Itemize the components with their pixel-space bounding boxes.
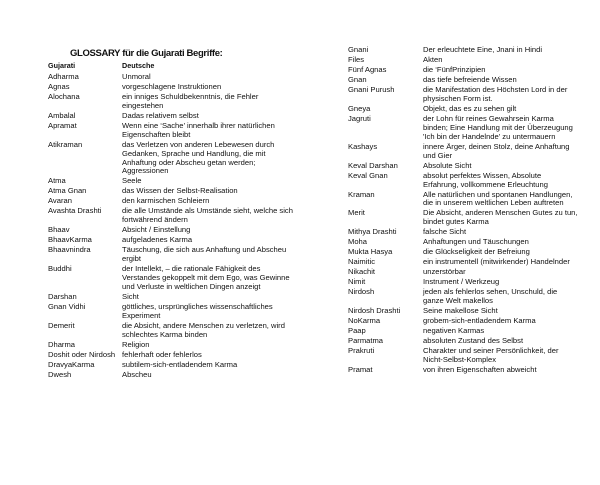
glossary-definition: das tiefe befreiende Wissen <box>423 75 517 84</box>
glossary-term: Bhaav <box>48 225 70 235</box>
glossary-term: Naimitic <box>348 257 376 267</box>
right-entry-list <box>348 46 578 375</box>
glossary-entry <box>48 236 298 245</box>
glossary-entry <box>48 93 298 111</box>
header-gujarati: Gujarati <box>48 61 76 70</box>
glossary-entry <box>48 351 298 360</box>
glossary-definition: Absicht / Einstellung <box>122 225 191 235</box>
glossary-entry <box>48 322 298 340</box>
glossary-term: Paap <box>348 326 366 336</box>
glossary-term: Avashta Drashti <box>48 206 102 216</box>
glossary-definition: Objekt, das es zu sehen gilt <box>423 103 517 113</box>
glossary-entry <box>48 303 298 321</box>
glossary-definition: die Glückseligkeit der Befreiung <box>423 247 530 257</box>
glossary-entry <box>348 105 578 114</box>
glossary-entry <box>348 307 578 316</box>
glossary-term: Merit <box>348 208 365 218</box>
glossary-term: Keval Gnan <box>348 170 388 180</box>
glossary-definition: der Lohn für reines Gewahrsein Karma binden; Eine Handlung mit der Überzeugung 'Ich bin der Handelnde' zu untermauern <box>423 113 573 141</box>
glossary-term: Agnas <box>48 81 70 91</box>
glossary-term: Demerit <box>48 320 75 330</box>
glossary-definition: das Wissen der Selbst-Realisation <box>122 186 238 196</box>
glossary-entry <box>348 337 578 346</box>
glossary-definition: fehlerhaft oder fehlerlos <box>122 349 202 359</box>
glossary-entry <box>48 112 298 121</box>
glossary-term: Dwesh <box>48 369 72 379</box>
glossary-definition: falsche Sicht <box>423 227 467 237</box>
glossary-definition: absoluten Zustand des Selbst <box>423 336 524 346</box>
glossary-entry <box>48 122 298 140</box>
glossary-entry <box>348 66 578 75</box>
glossary-definition: die Manifestation des Höchsten Lord in der physischen Form ist. <box>423 85 568 103</box>
glossary-term: Gnani Purush <box>348 85 395 94</box>
glossary-term: Gneya <box>348 103 371 113</box>
glossary-definition: vorgeschlagene Instruktionen <box>122 81 222 91</box>
glossary-term: Mukta Hasya <box>348 247 393 257</box>
glossary-left-column <box>48 62 298 381</box>
glossary-term: Dharma <box>48 339 76 349</box>
glossary-definition: Alle natürlichen und spontanen Handlungen, die in unserem weltlichen Leben auftreten <box>423 189 573 208</box>
glossary-entry <box>348 248 578 257</box>
glossary-entry <box>348 115 578 142</box>
glossary-entry <box>348 288 578 306</box>
glossary-term: Nikachit <box>348 267 376 277</box>
glossary-definition: grobem-sich-entladendem Karma <box>423 316 536 326</box>
glossary-entry <box>48 187 298 196</box>
glossary-entry <box>348 76 578 85</box>
glossary-term: Gnani <box>348 45 369 54</box>
glossary-entry <box>348 191 578 209</box>
glossary-term: Darshan <box>48 292 77 302</box>
glossary-entry <box>48 197 298 206</box>
glossary-definition: negativen Karmas <box>423 326 485 336</box>
glossary-entry <box>48 207 298 225</box>
glossary-definition: die ‘FünfPrinzipien <box>423 65 486 74</box>
glossary-term: Kashays <box>348 141 378 151</box>
glossary-entry <box>348 238 578 247</box>
glossary-entry <box>348 86 578 104</box>
glossary-term: Files <box>348 55 365 64</box>
glossary-definition: Der erleuchtete Eine, Jnani in Hindi <box>423 45 543 54</box>
glossary-entry <box>348 278 578 287</box>
glossary-term: Ambalal <box>48 110 76 120</box>
glossary-term: Keval Darshan <box>348 160 398 170</box>
glossary-term: Gnan Vidhi <box>48 302 86 312</box>
glossary-entry <box>48 341 298 350</box>
glossary-definition: Wenn eine ‘Sache’ innerhalb ihrer natürlichen Eigenschaften bleibt <box>122 120 275 139</box>
glossary-term: Adharma <box>48 71 79 81</box>
glossary-entry <box>348 317 578 326</box>
glossary-term: Avaran <box>48 196 72 206</box>
glossary-entry <box>348 172 578 190</box>
glossary-definition: jeden als fehlerlos sehen, Unschuld, die ganze Welt makellos <box>423 287 558 306</box>
glossary-entry <box>348 209 578 227</box>
glossary-entry <box>348 143 578 161</box>
glossary-entry <box>348 366 578 375</box>
glossary-definition: Unmoral <box>122 71 151 81</box>
header-deutsche: Deutsche <box>122 61 155 70</box>
glossary-entry <box>48 83 298 92</box>
glossary-term: Doshit oder Nirdosh <box>48 349 116 359</box>
glossary-definition: göttliches, ursprüngliches wissenschaftliches Experiment <box>122 302 273 320</box>
glossary-definition: Seele <box>122 176 142 186</box>
glossary-definition: Sicht <box>122 292 139 302</box>
glossary-term: Parmatma <box>348 336 384 346</box>
glossary-definition: innere Ärger, deinen Stolz, deine Anhaftung und Gier <box>423 141 570 160</box>
glossary-entry <box>348 258 578 267</box>
glossary-definition: aufgeladenes Karma <box>122 235 193 245</box>
glossary-term: Moha <box>348 237 367 247</box>
glossary-term: Prakruti <box>348 346 375 356</box>
glossary-entry <box>348 228 578 237</box>
glossary-definition: Anhaftungen und Täuschungen <box>423 237 529 247</box>
glossary-term: Atma <box>48 176 66 186</box>
glossary-entry <box>48 361 298 370</box>
glossary-definition: die Absicht, andere Menschen zu verletzen, wird schlechtes Karma binden <box>122 320 285 339</box>
glossary-definition: Die Absicht, anderen Menschen Gutes zu tun, bindet gutes Karma <box>423 208 578 227</box>
glossary-definition: unzerstörbar <box>423 267 466 277</box>
glossary-definition: Akten <box>423 55 443 64</box>
glossary-entry <box>48 371 298 380</box>
glossary-definition: ein instrumentell (mitwirkender) Handelnder <box>423 257 570 267</box>
glossary-definition: absolut perfektes Wissen, Absolute Erfahrung, vollkommene Erleuchtung <box>423 170 548 189</box>
glossary-definition: ein inniges Schuldbekenntnis, die Fehler eingestehen <box>122 91 259 110</box>
glossary-definition: Absolute Sicht <box>423 160 472 170</box>
glossary-definition: Dadas relativem selbst <box>122 110 199 120</box>
glossary-definition: subtilem-sich-entladendem Karma <box>122 359 238 369</box>
glossary-term: DravyaKarma <box>48 359 95 369</box>
glossary-term: BhaavKarma <box>48 235 92 245</box>
glossary-term: Nimit <box>348 277 366 287</box>
glossary-entry <box>48 141 298 177</box>
glossary-title: GLOSSARY für die Gujarati Begriffe: <box>70 48 223 59</box>
glossary-term: Mithya Drashti <box>348 227 397 237</box>
glossary-definition: Religion <box>122 339 150 349</box>
glossary-entry <box>48 177 298 186</box>
glossary-definition: die alle Umstände als Umstände sieht, welche sich fortwährend ändern <box>122 206 293 225</box>
glossary-entry <box>348 56 578 65</box>
glossary-term: Fünf Agnas <box>348 65 387 74</box>
glossary-entry <box>348 268 578 277</box>
glossary-entry <box>48 73 298 82</box>
glossary-right-column <box>348 46 578 376</box>
glossary-entry <box>348 327 578 336</box>
glossary-term: Apramat <box>48 120 77 130</box>
glossary-term: Alochana <box>48 91 80 101</box>
glossary-entry <box>348 162 578 171</box>
glossary-entry <box>48 246 298 264</box>
glossary-entry <box>348 347 578 365</box>
glossary-definition: Täuschung, die sich aus Anhaftung und Abscheu ergibt <box>122 245 287 264</box>
glossary-term: NoKarma <box>348 316 381 326</box>
glossary-entry <box>48 293 298 302</box>
glossary-definition: den karmischen Schleiern <box>122 196 210 206</box>
glossary-term: Pramat <box>348 365 373 375</box>
glossary-entry <box>348 46 578 55</box>
glossary-entry <box>48 265 298 292</box>
glossary-entry <box>48 226 298 235</box>
glossary-term: Atma Gnan <box>48 186 87 196</box>
glossary-definition: Instrument / Werkzeug <box>423 277 500 287</box>
glossary-term: Bhaavnindra <box>48 245 91 255</box>
glossary-term: Nirdosh <box>348 287 375 297</box>
left-entry-list <box>48 73 298 380</box>
glossary-term: Kraman <box>348 189 375 199</box>
glossary-definition: von ihren Eigenschaften abweicht <box>423 365 537 375</box>
glossary-term: Gnan <box>348 75 367 84</box>
glossary-definition: der Intellekt, – die rationale Fähigkeit des Verstandes gekoppelt mit dem Ego, was Gewinne und Verluste in weltlichen Dingen anzeigt <box>122 264 290 292</box>
glossary-term: Atikraman <box>48 139 83 149</box>
column-header-row <box>48 62 298 71</box>
glossary-definition: Charakter und seiner Persönlichkeit, der Nicht-Selbst-Komplex <box>423 346 559 365</box>
glossary-term: Buddhi <box>48 264 72 274</box>
glossary-definition: das Verletzen von anderen Lebewesen durch Gedanken, Sprache und Handlung, die mit Anhaftung oder Abscheu getan werden; Aggressionen <box>122 139 275 176</box>
glossary-term: Jagruti <box>348 113 371 123</box>
glossary-definition: Seine makellose Sicht <box>423 306 498 316</box>
glossary-term: Nirdosh Drashti <box>348 306 401 316</box>
glossary-definition: Abscheu <box>122 369 152 379</box>
